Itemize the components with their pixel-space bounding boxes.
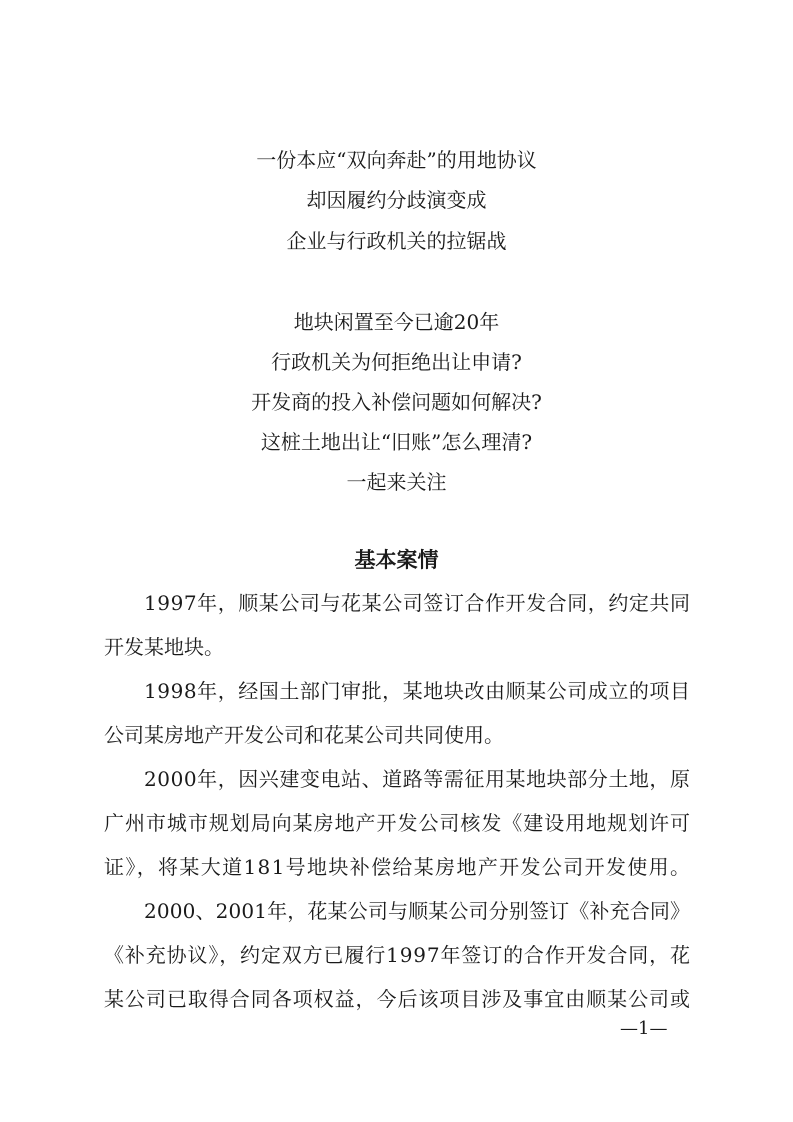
paragraph-2-line-2: 公司某房地产开发公司和花某公司共同使用。 [104,723,504,747]
question-line-3: 开发商的投入补偿问题如何解决? [251,390,542,414]
intro-line-3: 企业与行政机关的拉锯战 [286,229,507,253]
paragraph-4-line-1: 2000、2001年，花某公司与顺某公司分别签订《补充合同》 [144,899,691,923]
question-line-2: 行政机关为何拒绝出让申请? [271,350,522,374]
paragraph-4-line-3: 某公司已取得合同各项权益，今后该项目涉及事宜由顺某公司或 [104,987,691,1011]
paragraph-3-line-3: 证》，将某大道181号地块补偿给某房地产开发公司开发使用。 [104,855,692,879]
page-number: —1— [620,1018,668,1039]
paragraph-3-line-2: 广州市城市规划局向某房地产开发公司核发《建设用地规划许可 [104,811,691,835]
paragraph-4-line-2: 《补充协议》，约定双方已履行1997年签订的合作开发合同，花 [104,943,691,967]
section-heading: 基本案情 [354,548,439,572]
paragraph-2-line-1: 1998年，经国土部门审批，某地块改由顺某公司成立的项目 [144,679,691,703]
question-line-5: 一起来关注 [346,470,447,494]
paragraph-1-line-1: 1997年，顺某公司与花某公司签订合作开发合同，约定共同 [144,591,691,615]
intro-line-2: 却因履约分歧演变成 [306,188,487,212]
question-line-1: 地块闲置至今已逾20年 [293,310,500,334]
paragraph-3-line-1: 2000年，因兴建变电站、道路等需征用某地块部分土地，原 [144,767,691,791]
question-line-4: 这桩土地出让“旧账”怎么理清? [260,430,533,454]
intro-line-1: 一份本应“双向奔赴”的用地协议 [256,148,537,172]
paragraph-1-line-2: 开发某地块。 [104,635,224,659]
